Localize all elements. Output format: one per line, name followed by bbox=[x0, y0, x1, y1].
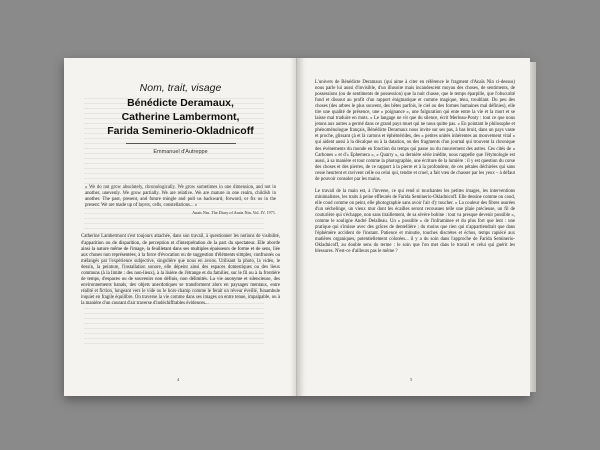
title-rule bbox=[126, 143, 236, 144]
artist-name-3: Farida Seminerio-Okladnicoff bbox=[107, 125, 254, 137]
epigraph-text: « We do not grow absolutely, chronologically. We grow sometimes in one dimension, and not in another, unevenly. We grow partially. We are relative. We are mature in one realm, childish in another. The past, present, and future mingle and pull us backward, forward, or fix us in the present. We are made up of layers, cells, constellations... » bbox=[85, 185, 276, 209]
title-block bbox=[81, 82, 280, 155]
epigraph-source: Anaïs Nin. The Diary of Anaïs Nin, Vol. IV, 1971. bbox=[192, 210, 276, 216]
left-body-text: Catherine Lambermont s'est toujours attachée, dans son travail, à questionner les notions de visibilité, d'apparition ou de disparition, de perception et d'interprétation de la part du spectateur. Elle aborde ainsi la nature même de l'image, la feuilletant dans ses multiples épaisseurs de forme et de sens, liée aux choses non représentées, à la force d'évocation ou de suggestion d'éléments simples, confrontés ou mélangés par l'expérience subjective, singulière que nous en avons. Utilisant la photo, la vidéo, le dessin, la peinture, l'installation sonore, elle dépeint ainsi des espaces domestiques ou des lieux communs (à la limite : des non-lieux), à la lisière de l'étrange et du familier, sur le fil ou à la frontière de temps, d'espaces ou de souvenirs non définis, non délimités. La vie anonyme et silencieuse, des environnements banals, des objets anecdotiques se transforment alors en paysages mentaux, entre réalité et fiction, longeant vers le vide ou le hors-champ comme le ferait un réveur éveillé, funambule inquiet en fragile équilibre. On traverse la vie comme dans ses images on entre tenue, impalpable, ou à la manière d'un courant d'air traverse d'indéchiffrables évidences... bbox=[81, 234, 280, 306]
epigraph-quote bbox=[85, 185, 276, 216]
right-body-text bbox=[315, 80, 515, 255]
booklet bbox=[64, 58, 530, 396]
artist-name-1: Bénédicte Deramaux, bbox=[127, 97, 234, 109]
right-page bbox=[297, 58, 530, 396]
page-number-left: 4 bbox=[177, 377, 180, 382]
left-page bbox=[64, 58, 297, 396]
paragraph-2: Le travail de la main est, à l'inverse, ce qui rend si touchantes les petites images, les interventions minimalistes, les traits à peine effleurés de Farida Seminerio-Okladnicoff. Elle dessine comme on coud, elle coud comme on peint, elle photographie sans avoir l'air d'y toucher. « La couleur des fibres usurées d'un séchelinge, un vieux mur dont les écailles seront recousues telle une plaie précieuse, un fil de couturière qui s'échappe, non sans tiraillement, de sa sévère bobine : tout va presque devenir possible », comme le souligne André Delalleau. Un « possible » de l'inframinee et du plus fort que lent : une pratique qui s'imisse avec des grâces de dentellière ; du moins que rien qui n'appartiendrait que dans l'éphémère accident de l'instant. Patience et minutie, touches discrètes et échos, temps rapiécé aux matières organiques, potentiellement colorées... il y a du soin dans l'approche de Farida Seminerio-Okladnicoff, au double sens du terme : le soin que l'on met dans le travail et celui qui guérit les blessures. N'est-ce d'ailleurs pas le même ? bbox=[315, 188, 515, 255]
page-edge bbox=[530, 62, 536, 392]
article-kicker: Nom, trait, visage bbox=[139, 82, 222, 94]
artist-names bbox=[81, 96, 280, 138]
artist-name-2: Catherine Lambermont, bbox=[121, 111, 240, 123]
paragraph-1: L'univers de Bénédicte Deramaux (qui aime à citer en référence le fragment d'Anaïs Nin ci-dessus) nous parle lui aussi d'invisible, d'un illusoire mais incandescent moyau des choses, de sentiments, de possessions (ou de sentiments de possession) que la nuit chasse, que le temps éparpille, que l'obscurité fond et dissout au profit d'un rapport énigmatique et comme magique, ténu, troublant. Du peu des choses (des arbres le plus souvent, des bêtes parfois, le ciel ou des formes humaines mal définies), elle tire une qualité de présence, une « poignance », une fulguration qui ente entre la vie et la mort et se laisse mal traduire en mots. « Le langage ne vit que du silence, écrit Merleau-Ponty : tout ce que nous jetons aux autres a germé dans ce grand pays muet qui ne nous quitte pas. » En pointant le philosophe et phénoménologue français, Bénédicte Deramaux nous invite sur ses pas, à bas bruit, dans un pays vaste et proche, glissant çà et là cartons et éphémérides, des « petites unités inhérentes au mouvement vital » qui aident aussi à la décalque ou à la datation, ou des fragments d'un journal qui trouvent la chronique des événements du monde en fonction du temps qui passe ou du mouvement des astres. Ces cités de « Carbones » et d'« Ephemera », « Quarry », sa dernière série inédite, nous rappelle que l'étymologie est aussi, à sa manière et tout comme la photographie, une écriture de la lumière : il y est question du corse des choses et des pierres, de ce rapport à la pierre et à la profondeur, de ces pétales déchirées qui sans cesse heurtent et ravivent celle ou celui qui, tendre et cruel, a fait vœu de chasser par les yeux – à défaut de pouvoir consoler par les mains. bbox=[315, 80, 515, 182]
page-number-right: 5 bbox=[410, 377, 413, 382]
author-name: Emmanuel d'Autreppe bbox=[153, 149, 208, 155]
